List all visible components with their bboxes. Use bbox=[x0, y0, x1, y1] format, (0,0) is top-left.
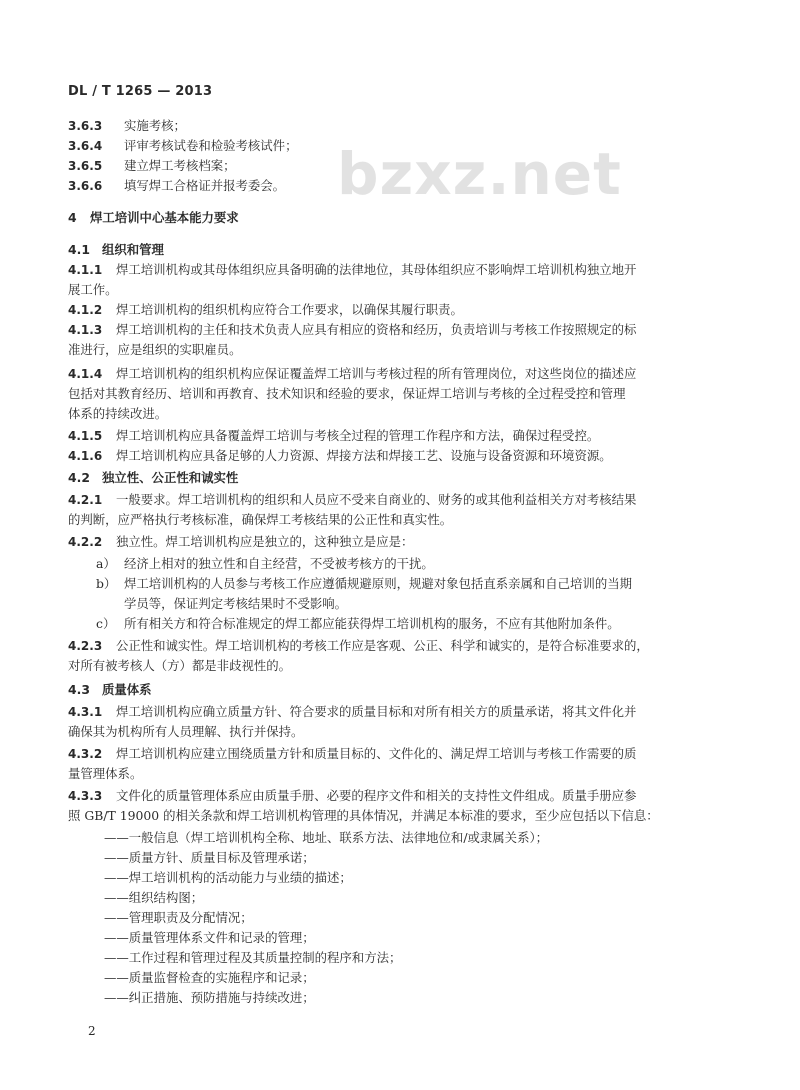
page-number: 2 bbox=[88, 1024, 96, 1038]
dash-item: ——纠正措施、预防措施与持续改进； bbox=[104, 990, 315, 1005]
para-4-2-2-c: c） 所有相关方和符合标准规定的焊工都应能获得焊工培训机构的服务，不应有其他附加条件。 bbox=[96, 616, 620, 631]
para-4-3-3: 4.3.3 文件化的质量管理体系应由质量手册、必要的程序文件和相关的支持性文件组成。质量手册应参 bbox=[68, 788, 637, 803]
dash-item: ——质量方针、质量目标及管理承诺； bbox=[104, 850, 315, 865]
dash-item: ——一般信息（焊工培训机构全称、地址、联系方法、法律地位和/或隶属关系）； bbox=[104, 830, 549, 845]
para-4-3-1-cont: 确保其为机构所有人员理解、执行并保持。 bbox=[68, 724, 304, 739]
dash-item: ——焊工培训机构的活动能力与业绩的描述； bbox=[104, 870, 352, 885]
para-4-1-3: 4.1.3 焊工培训机构的主任和技术负责人应具有相应的资格和经历，负责培训与考核工作按照规定的标 bbox=[68, 322, 637, 337]
section-4-1-heading: 4.1 组织和管理 bbox=[68, 242, 164, 257]
para-4-1-4: 4.1.4 焊工培训机构的组织机构应保证覆盖焊工培训与考核过程的所有管理岗位，对这些岗位的描述应 bbox=[68, 366, 637, 381]
item-3-6-4: 3.6.4 评审考核试卷和检验考核试件； bbox=[68, 138, 298, 153]
para-4-2-2-b-cont: 学员等，保证判定考核结果时不受影响。 bbox=[124, 596, 348, 611]
para-4-3-1: 4.3.1 焊工培训机构应确立质量方针、符合要求的质量目标和对所有相关方的质量承诺，将其文件化并 bbox=[68, 704, 637, 719]
dash-item: ——工作过程和管理过程及其质量控制的程序和方法； bbox=[104, 950, 402, 965]
dash-item: ——质量监督检查的实施程序和记录； bbox=[104, 970, 315, 985]
watermark: bzxz.net bbox=[337, 140, 622, 208]
section-4-3-heading: 4.3 质量体系 bbox=[68, 682, 152, 697]
para-4-3-3-cont: 照 GB/T 19000 的相关条款和焊工培训机构管理的具体情况，并满足本标准的要求，至少应包括以下信息： bbox=[68, 808, 659, 823]
para-4-3-2: 4.3.2 焊工培训机构应建立围绕质量方针和质量目标的、文件化的、满足焊工培训与考核工作需要的质 bbox=[68, 746, 637, 761]
item-3-6-5: 3.6.5 建立焊工考核档案； bbox=[68, 158, 236, 173]
para-4-2-2: 4.2.2 独立性。焊工培训机构应是独立的，这种独立是应是： bbox=[68, 534, 414, 549]
standard-header: DL / T 1265 — 2013 bbox=[68, 84, 213, 99]
item-3-6-6: 3.6.6 填写焊工合格证并报考委会。 bbox=[68, 178, 286, 193]
para-4-2-2-a: a） 经济上相对的独立性和自主经营，不受被考核方的干扰。 bbox=[96, 556, 434, 571]
item-3-6-3: 3.6.3 实施考核； bbox=[68, 118, 186, 133]
para-4-2-3-cont: 对所有被考核人（方）都是非歧视性的。 bbox=[68, 658, 292, 673]
para-4-1-4-cont1: 包括对其教育经历、培训和再教育、技术知识和经验的要求，保证焊工培训与考核的全过程受控和管理 bbox=[68, 386, 626, 401]
dash-item: ——质量管理体系文件和记录的管理； bbox=[104, 930, 315, 945]
para-4-1-6: 4.1.6 焊工培训机构应具备足够的人力资源、焊接方法和焊接工艺、设施与设备资源和环境资源。 bbox=[68, 448, 612, 463]
para-4-2-2-b: b） 焊工培训机构的人员参与考核工作应遵循规避原则，规避对象包括直系亲属和自己培训的当期 bbox=[96, 576, 633, 591]
para-4-1-5: 4.1.5 焊工培训机构应具备覆盖焊工培训与考核全过程的管理工作程序和方法，确保过程受控。 bbox=[68, 428, 600, 443]
para-4-1-1: 4.1.1 焊工培训机构或其母体组织应具备明确的法律地位，其母体组织应不影响焊工培训机构独立地开 bbox=[68, 262, 637, 277]
section-4-heading: 4 焊工培训中心基本能力要求 bbox=[68, 210, 239, 225]
para-4-1-1-cont: 展工作。 bbox=[68, 282, 118, 297]
para-4-2-3: 4.2.3 公正性和诚实性。焊工培训机构的考核工作应是客观、公正、科学和诚实的，是符合标准要求的， bbox=[68, 638, 649, 653]
dash-item: ——组织结构图； bbox=[104, 890, 204, 905]
para-4-1-2: 4.1.2 焊工培训机构的组织机构应符合工作要求，以确保其履行职责。 bbox=[68, 302, 463, 317]
para-4-1-4-cont2: 体系的持续改进。 bbox=[68, 406, 168, 421]
para-4-3-2-cont: 量管理体系。 bbox=[68, 766, 143, 781]
para-4-1-3-cont: 准进行，应是组织的实职雇员。 bbox=[68, 342, 242, 357]
para-4-2-1-cont: 的判断，应严格执行考核标准，确保焊工考核结果的公正性和真实性。 bbox=[68, 512, 453, 527]
para-4-2-1: 4.2.1 一般要求。焊工培训机构的组织和人员应不受来自商业的、财务的或其他利益相关方对考核结果 bbox=[68, 492, 637, 507]
dash-item: ——管理职责及分配情况； bbox=[104, 910, 253, 925]
section-4-2-heading: 4.2 独立性、公正性和诚实性 bbox=[68, 470, 239, 485]
